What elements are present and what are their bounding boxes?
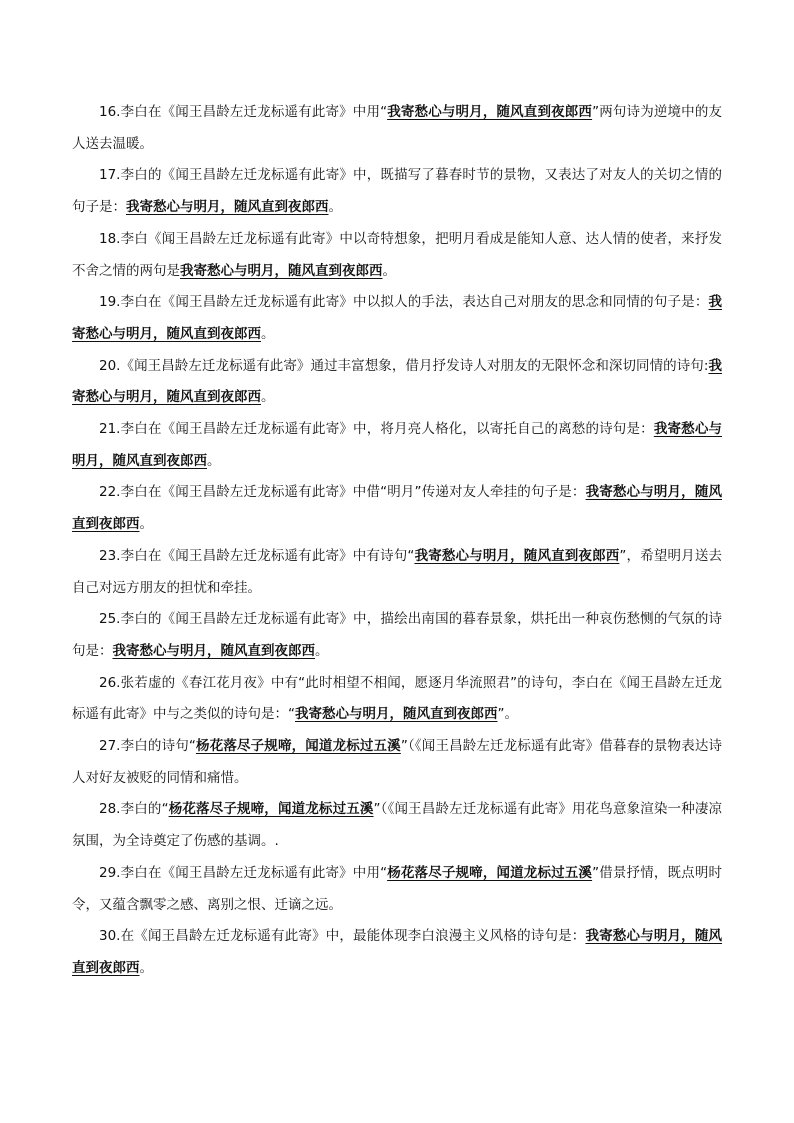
answer-text: 杨花落尽子规啼，闻道龙标过五溪 [168, 801, 374, 818]
question-text: 。 [207, 452, 221, 469]
question-text: 21.李白在《闻王昌龄左迁龙标遥有此寄》中，将月亮人格化，以寄托自己的离愁的诗句是： [99, 421, 654, 438]
question-text: 27.李白的诗句“ [99, 738, 196, 755]
answer-text: 我寄愁心与明月，随风直到夜郎西 [72, 484, 722, 533]
question-text: 26.张若虚的《春江花月夜》中有“此时相望不相闻，愿逐月华流照君”的诗句，李白在《闻王昌龄左迁龙标遥有此寄》中与之类似的诗句是：“ [72, 674, 722, 723]
question-item [72, 97, 722, 160]
question-text: 20.《闻王昌龄左迁龙标遥有此寄》通过丰富想象，借月抒发诗人对朋友的无限怀念和深切同情的诗句: [99, 357, 709, 374]
answer-text: 杨花落尽子规啼，闻道龙标过五溪 [195, 738, 401, 755]
question-text: 。 [328, 199, 342, 216]
question-text: ”。 [497, 706, 518, 723]
question-item [72, 731, 722, 794]
question-text: ”借景抒情，既点明时令，又蕴含飘零之感、离别之恨、迁谪之远。 [72, 864, 722, 913]
question-text: 。 [139, 959, 153, 976]
answer-text: 我寄愁心与明月，随风直到夜郎西 [414, 547, 620, 564]
answer-text: 我寄愁心与明月，随风直到夜郎西 [72, 357, 722, 406]
question-text: ”两句诗为逆境中的友人送去温暖。 [72, 104, 722, 152]
question-item [72, 858, 722, 921]
question-text: 。 [382, 262, 396, 279]
answer-text: 我寄愁心与明月，随风直到夜郎西 [387, 104, 593, 120]
question-text: 。 [261, 325, 275, 342]
question-list [72, 97, 722, 985]
answer-text: 我寄愁心与明月，随风直到夜郎西 [295, 706, 498, 723]
question-item [72, 541, 722, 604]
question-text: ”，希望明月送去自己对远方朋友的担忧和牵挂。 [72, 547, 722, 596]
question-item [72, 794, 722, 857]
question-text: 29.李白在《闻王昌龄左迁龙标遥有此寄》中用“ [99, 864, 388, 881]
question-text: ”（《闻王昌龄左迁龙标遥有此寄》借暮春的景物表达诗人对好友被贬的同情和痛惜。 [72, 738, 723, 786]
answer-text: 我寄愁心与明月，随风直到夜郎西 [72, 294, 722, 342]
question-item [72, 668, 722, 731]
question-text: 23.李白在《闻王昌龄左迁龙标遥有此寄》中有诗句“ [99, 547, 415, 564]
question-text: 16.李白在《闻王昌龄左迁龙标遥有此寄》中用“ [99, 104, 388, 120]
question-text: 30.在《闻王昌龄左迁龙标遥有此寄》中，最能体现李白浪漫主义风格的诗句是： [99, 928, 586, 945]
answer-text: 我寄愁心与明月，随风直到夜郎西 [72, 928, 723, 976]
question-text: 。 [139, 516, 153, 533]
question-item [72, 287, 722, 350]
question-text: ”（《闻王昌龄左迁龙标遥有此寄》用花鸟意象渲染一种凄凉氛围，为全诗奠定了伤感的基调。. [72, 801, 722, 850]
question-item [72, 414, 722, 477]
question-text: 。 [261, 389, 275, 406]
question-text: 28.李白的“ [99, 801, 169, 818]
question-text: 19.李白在《闻王昌龄左迁龙标遥有此寄》中以拟人的手法，表达自己对朋友的思念和同情的句子是： [99, 294, 709, 311]
question-text: 。 [315, 642, 329, 659]
question-item [72, 351, 722, 414]
answer-text: 我寄愁心与明月，随风直到夜郎西 [180, 262, 383, 279]
question-item [72, 224, 722, 287]
question-text: 22.李白在《闻王昌龄左迁龙标遥有此寄》中借“明月”传递对友人牵挂的句子是： [99, 484, 586, 501]
answer-text: 我寄愁心与明月，随风直到夜郎西 [112, 642, 315, 659]
answer-text: 杨花落尽子规啼，闻道龙标过五溪 [387, 864, 593, 881]
question-item [72, 160, 722, 223]
question-item [72, 604, 722, 667]
question-item [72, 477, 722, 540]
question-text: 18.李白《闻王昌龄左迁龙标遥有此寄》中以奇特想象，把明月看成是能知人意、达人情的使者，来抒发不舍之情的两句是 [72, 230, 722, 279]
answer-text: 我寄愁心与明月，随风直到夜郎西 [126, 199, 329, 216]
answer-text: 我寄愁心与明月，随风直到夜郎西 [72, 421, 723, 469]
question-text: 17.李白的《闻王昌龄左迁龙标遥有此寄》中，既描写了暮春时节的景物，又表达了对友人的关切之情的句子是： [72, 167, 722, 216]
question-item [72, 921, 722, 984]
question-text: 25.李白的《闻王昌龄左迁龙标遥有此寄》中，描绘出南国的暮春景象，烘托出一种哀伤愁恻的气氛的诗句是： [72, 611, 722, 659]
